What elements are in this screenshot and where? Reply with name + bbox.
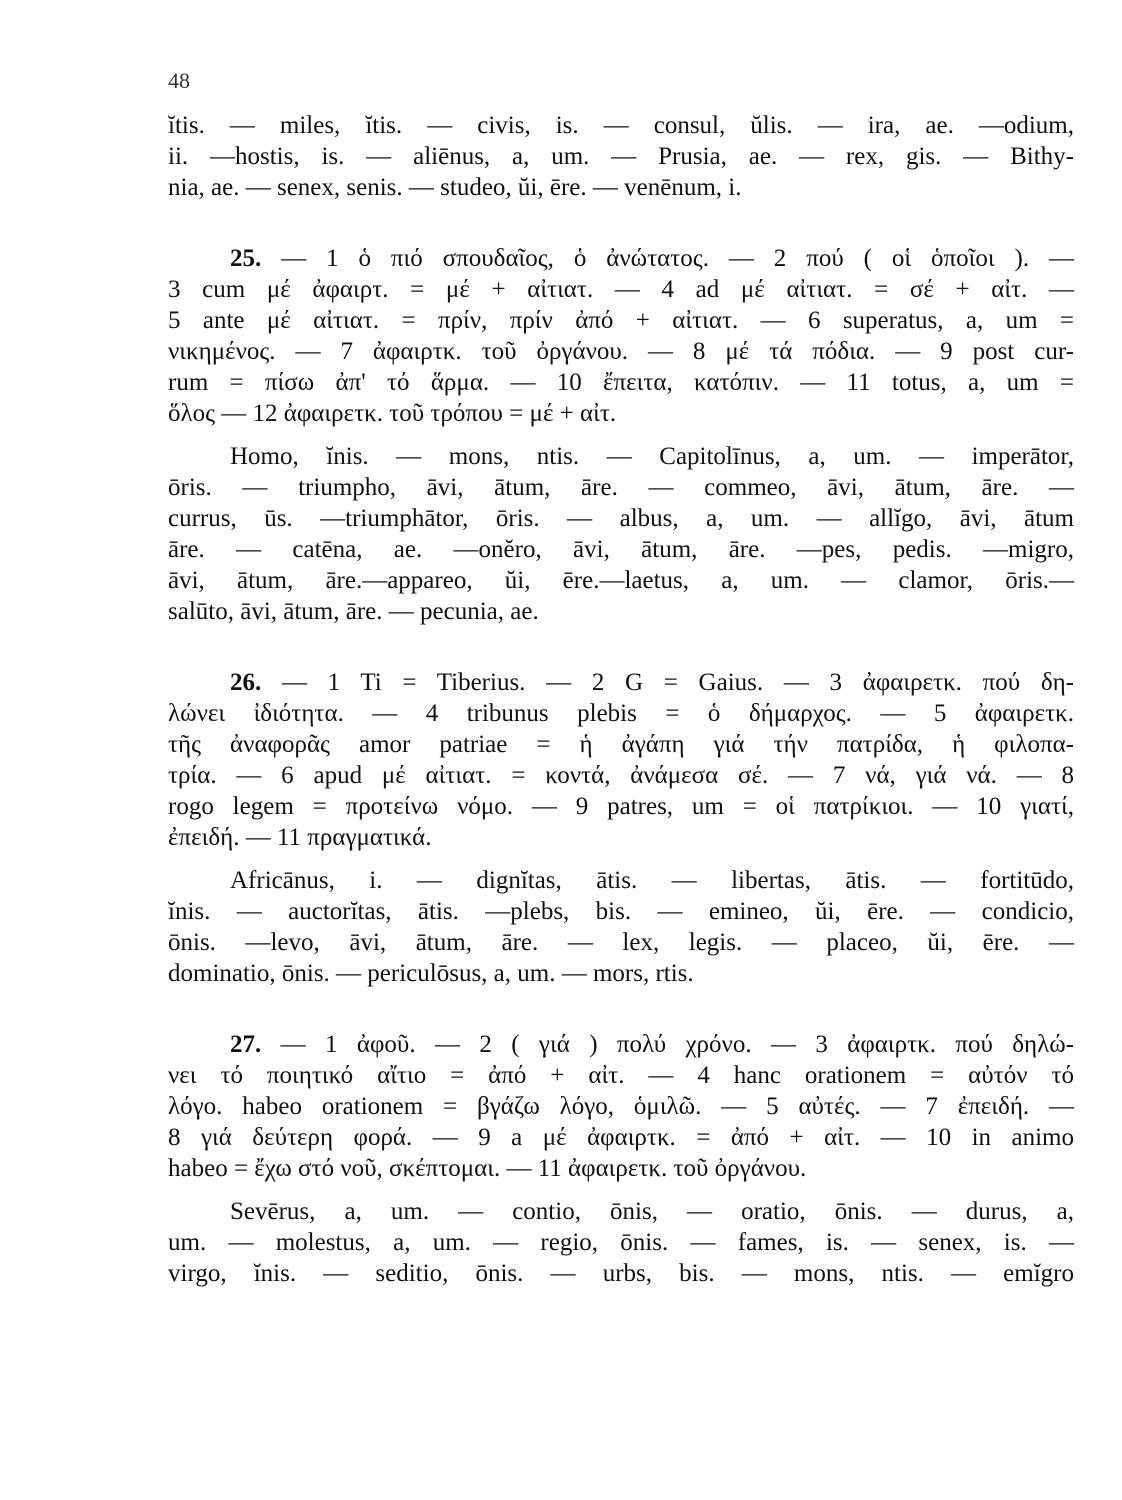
text-line: ὅλος — 12 ἀφαιρετκ. τοῦ τρόπου = μέ + αἰτ. bbox=[168, 400, 617, 427]
text-line: um. — molestus, a, um. — regio, ōnis. — fames, is. — senex, is. — bbox=[168, 1229, 1074, 1256]
text-line: τῆς ἀναφορᾶς amor patriae = ἡ ἀγάπη γιά τήν πατρίδα, ἡ φιλοπα- bbox=[168, 731, 1074, 758]
vocabulary-paragraph-26 bbox=[168, 865, 1074, 989]
text-line bbox=[168, 1029, 1074, 1060]
text-line: ōnis. —levo, āvi, ātum, āre. — lex, legis. — placeo, ŭi, ēre. — bbox=[168, 929, 1074, 956]
text-line: āre. — catēna, ae. —onĕro, āvi, ātum, āre. —pes, pedis. —migro, bbox=[168, 536, 1074, 563]
text-line: habeo = ἔχω στό νοῦ, σκέπτομαι. — 11 ἀφαιρετκ. τοῦ ὀργάνου. bbox=[168, 1155, 807, 1182]
section-number: 26. bbox=[230, 669, 262, 696]
notes-paragraph-25 bbox=[168, 243, 1074, 429]
vocabulary-paragraph-27 bbox=[168, 1196, 1074, 1289]
vocabulary-paragraph-25 bbox=[168, 441, 1074, 627]
text-line: 8 γιά δεύτερη φορά. — 9 a μέ ἀφαιρτκ. = ἀπό + αἰτ. — 10 in animo bbox=[168, 1124, 1074, 1151]
text-line: ἐπειδή. — 11 πραγματικά. bbox=[168, 824, 432, 851]
text-line: 3 cum μέ ἀφαιρτ. = μέ + αἰτιατ. — 4 ad μέ αἰτιατ. = σέ + αἰτ. — bbox=[168, 276, 1074, 303]
text-line: rogo legem = προτείνω νόμο. — 9 patres, um = οἱ πατρίκιοι. — 10 γιατί, bbox=[168, 793, 1074, 820]
text-line: Homo, ĭnis. — mons, ntis. — Capitolīnus, a, um. — imperātor, bbox=[230, 443, 1074, 470]
text-line: λώνει ἰδιότητα. — 4 tribunus plebis = ὁ δήμαρχος. — 5 ἀφαιρετκ. bbox=[168, 700, 1074, 727]
text-line-content: — 1 Ti = Tiberius. — 2 G = Gaius. — 3 ἀφαιρετκ. πού δη- bbox=[261, 669, 1074, 696]
text-line: νικημένος. — 7 ἀφαιρτκ. τοῦ ὀργάνου. — 8 μέ τά πόδια. — 9 post cur- bbox=[168, 338, 1074, 365]
text-line: τρία. — 6 apud μέ αἰτιατ. = κοντά, ἀνάμεσα σέ. — 7 νά, γιά νά. — 8 bbox=[168, 762, 1074, 789]
section-number: 27. bbox=[230, 1031, 262, 1058]
text-line: Sevērus, a, um. — contio, ōnis, — oratio, ōnis. — durus, a, bbox=[230, 1198, 1074, 1225]
notes-paragraph-26 bbox=[168, 667, 1074, 853]
page-number: 48 bbox=[168, 68, 190, 93]
text-line: ĭtis. — miles, ĭtis. — civis, is. — consul, ŭlis. — ira, ae. —odium, bbox=[168, 112, 1074, 139]
text-line: 5 ante μέ αἰτιατ. = πρίν, πρίν ἀπό + αἰτιατ. — 6 superatus, a, um = bbox=[168, 307, 1074, 334]
page-content bbox=[168, 110, 1074, 1289]
text-line: νει τό ποιητικό αἴτιο = ἀπό + αἰτ. — 4 hanc orationem = αὐτόν τό bbox=[168, 1062, 1074, 1089]
text-line: ĭnis. — auctorĭtas, ātis. —plebs, bis. — emineo, ŭi, ēre. — condicio, bbox=[168, 898, 1074, 925]
text-line: dominatio, ōnis. — periculōsus, a, um. — mors, rtis. bbox=[168, 960, 694, 987]
text-line: λόγο. habeo orationem = βγάζω λόγο, ὁμιλῶ. — 5 αὐτές. — 7 ἐπειδή. — bbox=[168, 1093, 1074, 1120]
notes-paragraph-27 bbox=[168, 1029, 1074, 1184]
text-line bbox=[168, 243, 1074, 274]
vocabulary-paragraph bbox=[168, 110, 1074, 203]
text-line: āvi, ātum, āre.—appareo, ŭi, ēre.—laetus, a, um. — clamor, ōris.— bbox=[168, 567, 1074, 594]
text-line: currus, ūs. —triumphātor, ōris. — albus, a, um. — allĭgo, āvi, ātum bbox=[168, 505, 1074, 532]
text-line bbox=[168, 667, 1074, 698]
section-number: 25. bbox=[230, 245, 262, 272]
text-line: virgo, ĭnis. — seditio, ōnis. — urbs, bis. — mons, ntis. — emĭgro bbox=[168, 1260, 1074, 1287]
text-line: rum = πίσω ἀπ' τό ἅρμα. — 10 ἔπειτα, κατόπιν. — 11 totus, a, um = bbox=[168, 369, 1074, 396]
text-line-content: — 1 ὁ πιό σπουδαῖος, ὁ ἀνώτατος. — 2 πού ( οἱ ὁποῖοι ). — bbox=[261, 245, 1074, 272]
text-line: ii. —hostis, is. — aliēnus, a, um. — Prusia, ae. — rex, gis. — Bithy- bbox=[168, 143, 1074, 170]
text-line: Africānus, i. — dignĭtas, ātis. — libertas, ātis. — fortitūdo, bbox=[230, 867, 1074, 894]
text-line: ōris. — triumpho, āvi, ātum, āre. — commeo, āvi, ātum, āre. — bbox=[168, 474, 1074, 501]
text-line-content: — 1 ἀφοῦ. — 2 ( γιά ) πολύ χρόνο. — 3 ἀφαιρτκ. πού δηλώ- bbox=[261, 1031, 1074, 1058]
text-line: salūto, āvi, ātum, āre. — pecunia, ae. bbox=[168, 598, 539, 625]
text-line: nia, ae. — senex, senis. — studeo, ŭi, ēre. — venēnum, i. bbox=[168, 174, 742, 201]
